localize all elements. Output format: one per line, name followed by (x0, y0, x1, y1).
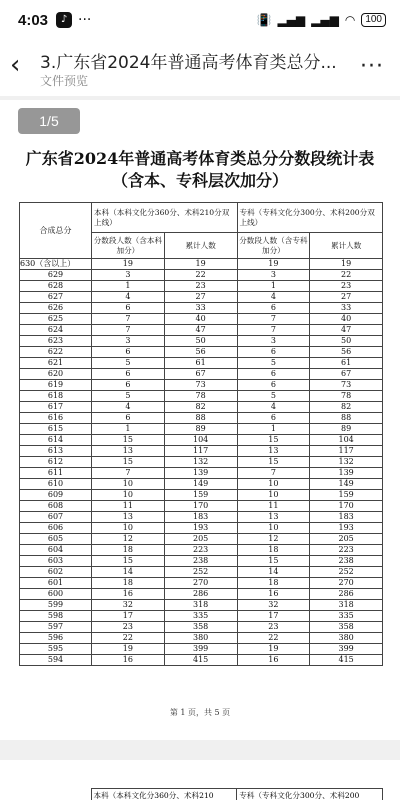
cell-cum-undergrad: 170 (164, 501, 237, 512)
next-header-junior: 专科（专科文化分300分、术科200 (237, 789, 383, 800)
cell-cum-junior: 149 (310, 479, 383, 490)
cell-seg-junior: 10 (237, 490, 310, 501)
cell-total: 612 (20, 457, 92, 468)
cell-seg-undergrad: 23 (92, 622, 165, 633)
cell-total: 628 (20, 281, 92, 292)
document-title-line2: （含本、专科层次加分） (111, 171, 288, 190)
cell-total: 615 (20, 424, 92, 435)
cell-seg-junior: 6 (237, 380, 310, 391)
cell-seg-undergrad: 7 (92, 314, 165, 325)
table-row (20, 424, 383, 435)
table-row (20, 501, 383, 512)
table-row (20, 523, 383, 534)
cell-cum-junior: 286 (310, 589, 383, 600)
table-row (20, 611, 383, 622)
cell-seg-junior: 18 (237, 578, 310, 589)
cell-total: 618 (20, 391, 92, 402)
cell-cum-undergrad: 252 (164, 567, 237, 578)
file-subtitle: 文件预览 (40, 74, 89, 88)
header-total: 合成总分 (20, 203, 92, 259)
cell-cum-junior: 358 (310, 622, 383, 633)
table-body (20, 259, 383, 666)
page-footer: 第 1 页，共 5 页 (169, 708, 231, 717)
cell-total: 598 (20, 611, 92, 622)
cell-seg-junior: 22 (237, 633, 310, 644)
table-row (20, 413, 383, 424)
cell-cum-junior: 159 (310, 490, 383, 501)
cell-cum-junior: 40 (310, 314, 383, 325)
cell-total: 602 (20, 567, 92, 578)
cell-total: 594 (20, 655, 92, 666)
cell-cum-junior: 399 (310, 644, 383, 655)
cell-cum-undergrad: 40 (164, 314, 237, 325)
document-title (0, 148, 400, 192)
table-row (20, 281, 383, 292)
header-junior: 专科（专科文化分300分、术科200分双上线） (237, 203, 383, 233)
cell-cum-junior: 223 (310, 545, 383, 556)
cell-cum-junior: 56 (310, 347, 383, 358)
table-row (20, 303, 383, 314)
cell-cum-undergrad: 33 (164, 303, 237, 314)
cell-total: 608 (20, 501, 92, 512)
cell-cum-undergrad: 183 (164, 512, 237, 523)
cell-seg-undergrad: 32 (92, 600, 165, 611)
cell-seg-junior: 7 (237, 314, 310, 325)
cell-seg-junior: 11 (237, 501, 310, 512)
cell-seg-undergrad: 10 (92, 479, 165, 490)
cell-seg-undergrad: 6 (92, 380, 165, 391)
more-notifications-icon: ··· (78, 12, 92, 28)
cell-cum-undergrad: 132 (164, 457, 237, 468)
cell-total: 611 (20, 468, 92, 479)
cell-cum-junior: 205 (310, 534, 383, 545)
cell-seg-undergrad: 19 (92, 644, 165, 655)
table-row (20, 600, 383, 611)
cell-total: 613 (20, 446, 92, 457)
table-row (20, 534, 383, 545)
cell-seg-undergrad: 15 (92, 457, 165, 468)
cell-cum-junior: 193 (310, 523, 383, 534)
cell-cum-undergrad: 415 (164, 655, 237, 666)
cell-seg-undergrad: 13 (92, 446, 165, 457)
cell-cum-junior: 50 (310, 336, 383, 347)
cell-seg-undergrad: 10 (92, 523, 165, 534)
signal-icon-2: ▂▄▆ (311, 13, 339, 27)
cell-cum-junior: 415 (310, 655, 383, 666)
cell-cum-junior: 61 (310, 358, 383, 369)
cell-seg-undergrad: 1 (92, 281, 165, 292)
cell-cum-undergrad: 27 (164, 292, 237, 303)
cell-cum-junior: 88 (310, 413, 383, 424)
cell-seg-junior: 19 (237, 644, 310, 655)
cell-cum-undergrad: 47 (164, 325, 237, 336)
cell-seg-undergrad: 11 (92, 501, 165, 512)
table-row (20, 380, 383, 391)
cell-cum-undergrad: 238 (164, 556, 237, 567)
cell-total: 607 (20, 512, 92, 523)
cell-seg-junior: 6 (237, 303, 310, 314)
cell-cum-junior: 170 (310, 501, 383, 512)
table-row (20, 369, 383, 380)
cell-seg-undergrad: 4 (92, 292, 165, 303)
cell-total: 620 (20, 369, 92, 380)
cell-seg-undergrad: 7 (92, 468, 165, 479)
cell-cum-junior: 318 (310, 600, 383, 611)
cell-seg-undergrad: 5 (92, 358, 165, 369)
cell-cum-undergrad: 335 (164, 611, 237, 622)
cell-cum-undergrad: 61 (164, 358, 237, 369)
cell-cum-undergrad: 56 (164, 347, 237, 358)
cell-seg-undergrad: 16 (92, 589, 165, 600)
cell-cum-undergrad: 358 (164, 622, 237, 633)
cell-cum-undergrad: 380 (164, 633, 237, 644)
cell-cum-junior: 183 (310, 512, 383, 523)
cell-cum-undergrad: 22 (164, 270, 237, 281)
table-row (20, 468, 383, 479)
cell-seg-junior: 14 (237, 567, 310, 578)
cell-cum-junior: 139 (310, 468, 383, 479)
cell-cum-undergrad: 139 (164, 468, 237, 479)
table-row (20, 578, 383, 589)
signal-icon: ▂▄▆ (277, 13, 306, 27)
cell-total: 596 (20, 633, 92, 644)
cell-cum-undergrad: 89 (164, 424, 237, 435)
cell-total: 622 (20, 347, 92, 358)
cell-cum-undergrad: 117 (164, 446, 237, 457)
cell-cum-undergrad: 23 (164, 281, 237, 292)
cell-seg-undergrad: 15 (92, 435, 165, 446)
cell-total: 603 (20, 556, 92, 567)
cell-cum-junior: 270 (310, 578, 383, 589)
file-title: 3.广东省2024年普通高考体育类总分... (40, 53, 337, 73)
cell-seg-undergrad: 19 (92, 259, 165, 270)
cell-cum-undergrad: 50 (164, 336, 237, 347)
table-row (20, 479, 383, 490)
cell-cum-junior: 252 (310, 567, 383, 578)
cell-total: 623 (20, 336, 92, 347)
cell-seg-undergrad: 18 (92, 545, 165, 556)
cell-seg-undergrad: 13 (92, 512, 165, 523)
cell-seg-undergrad: 4 (92, 402, 165, 413)
cell-cum-undergrad: 73 (164, 380, 237, 391)
table-row (20, 347, 383, 358)
cell-seg-undergrad: 6 (92, 413, 165, 424)
cell-cum-undergrad: 88 (164, 413, 237, 424)
cell-cum-undergrad: 67 (164, 369, 237, 380)
cell-seg-junior: 17 (237, 611, 310, 622)
cell-total: 614 (20, 435, 92, 446)
status-time: 4:03 (18, 11, 49, 29)
cell-cum-junior: 47 (310, 325, 383, 336)
cell-seg-undergrad: 6 (92, 303, 165, 314)
cell-total: 605 (20, 534, 92, 545)
cell-total: 629 (20, 270, 92, 281)
cell-cum-undergrad: 19 (164, 259, 237, 270)
more-options-icon[interactable]: ··· (360, 54, 384, 79)
page-indicator: 1/5 (18, 108, 80, 134)
cell-cum-junior: 132 (310, 457, 383, 468)
cell-cum-undergrad: 223 (164, 545, 237, 556)
cell-seg-junior: 6 (237, 369, 310, 380)
cell-seg-undergrad: 17 (92, 611, 165, 622)
cell-total: 627 (20, 292, 92, 303)
table-row (20, 545, 383, 556)
table-row (20, 402, 383, 413)
cell-seg-junior: 32 (237, 600, 310, 611)
cell-seg-junior: 15 (237, 435, 310, 446)
cell-cum-junior: 117 (310, 446, 383, 457)
cell-seg-undergrad: 12 (92, 534, 165, 545)
cell-cum-junior: 73 (310, 380, 383, 391)
cell-cum-junior: 19 (310, 259, 383, 270)
cell-seg-junior: 19 (237, 259, 310, 270)
cell-seg-undergrad: 1 (92, 424, 165, 435)
cell-total: 626 (20, 303, 92, 314)
cell-cum-undergrad: 193 (164, 523, 237, 534)
cell-total: 601 (20, 578, 92, 589)
table-row (20, 435, 383, 446)
cell-cum-undergrad: 318 (164, 600, 237, 611)
status-bar (0, 0, 400, 40)
cell-cum-undergrad: 149 (164, 479, 237, 490)
header-seg-undergrad: 分数段人数（含本科加分） (92, 233, 165, 259)
cell-seg-junior: 6 (237, 347, 310, 358)
table-row (20, 567, 383, 578)
cell-total: 617 (20, 402, 92, 413)
tiktok-icon: ♪ (56, 12, 72, 28)
table-row (20, 490, 383, 501)
header-undergrad: 本科（本科文化分360分、术科210分双上线） (92, 203, 238, 233)
cell-cum-junior: 67 (310, 369, 383, 380)
document-page[interactable] (0, 100, 400, 740)
cell-seg-undergrad: 3 (92, 336, 165, 347)
cell-seg-junior: 16 (237, 589, 310, 600)
table-row (20, 336, 383, 347)
cell-total: 599 (20, 600, 92, 611)
cell-seg-junior: 4 (237, 402, 310, 413)
table-row (20, 457, 383, 468)
cell-seg-junior: 7 (237, 468, 310, 479)
cell-seg-undergrad: 15 (92, 556, 165, 567)
cell-seg-junior: 3 (237, 336, 310, 347)
cell-total: 609 (20, 490, 92, 501)
cell-seg-junior: 4 (237, 292, 310, 303)
next-page-table (19, 788, 383, 800)
cell-seg-undergrad: 14 (92, 567, 165, 578)
next-header-undergrad: 本科（本科文化分360分、术科210 (91, 789, 237, 800)
cell-seg-undergrad: 6 (92, 347, 165, 358)
cell-seg-junior: 1 (237, 281, 310, 292)
cell-cum-junior: 78 (310, 391, 383, 402)
cell-total: 610 (20, 479, 92, 490)
cell-cum-junior: 89 (310, 424, 383, 435)
table-row (20, 292, 383, 303)
cell-seg-junior: 15 (237, 457, 310, 468)
cell-cum-undergrad: 205 (164, 534, 237, 545)
table-row (20, 446, 383, 457)
cell-cum-junior: 23 (310, 281, 383, 292)
document-title-line1: 广东省2024年普通高考体育类总分分数段统计表 (25, 149, 375, 168)
cell-cum-undergrad: 78 (164, 391, 237, 402)
cell-cum-undergrad: 286 (164, 589, 237, 600)
header-cumulative-undergrad: 累计人数 (164, 233, 237, 259)
cell-seg-undergrad: 18 (92, 578, 165, 589)
cell-cum-junior: 27 (310, 292, 383, 303)
cell-cum-junior: 335 (310, 611, 383, 622)
cell-seg-junior: 13 (237, 446, 310, 457)
cell-cum-junior: 380 (310, 633, 383, 644)
cell-cum-undergrad: 104 (164, 435, 237, 446)
cell-total: 630（含以上） (20, 259, 92, 270)
table-row (20, 622, 383, 633)
table-row (20, 644, 383, 655)
cell-seg-junior: 12 (237, 534, 310, 545)
cell-seg-junior: 7 (237, 325, 310, 336)
app-bar (0, 40, 400, 96)
cell-seg-undergrad: 7 (92, 325, 165, 336)
cell-total: 595 (20, 644, 92, 655)
back-arrow-icon[interactable]: ‹ (10, 50, 21, 80)
header-seg-junior: 分数段人数（含专科加分） (237, 233, 310, 259)
cell-cum-junior: 33 (310, 303, 383, 314)
cell-total: 597 (20, 622, 92, 633)
battery-icon: 100 (361, 13, 386, 27)
table-row (20, 633, 383, 644)
cell-seg-junior: 3 (237, 270, 310, 281)
cell-seg-junior: 5 (237, 358, 310, 369)
cell-seg-undergrad: 16 (92, 655, 165, 666)
table-row (20, 391, 383, 402)
cell-cum-undergrad: 270 (164, 578, 237, 589)
table-row (20, 270, 383, 281)
cell-total: 624 (20, 325, 92, 336)
cell-cum-undergrad: 399 (164, 644, 237, 655)
cell-seg-junior: 15 (237, 556, 310, 567)
table-row (20, 358, 383, 369)
cell-total: 621 (20, 358, 92, 369)
cell-seg-junior: 5 (237, 391, 310, 402)
cell-seg-junior: 10 (237, 479, 310, 490)
cell-total: 625 (20, 314, 92, 325)
cell-seg-junior: 1 (237, 424, 310, 435)
header-cumulative-junior: 累计人数 (310, 233, 383, 259)
table-row (20, 589, 383, 600)
cell-cum-junior: 82 (310, 402, 383, 413)
cell-seg-undergrad: 22 (92, 633, 165, 644)
cell-total: 600 (20, 589, 92, 600)
cell-total: 619 (20, 380, 92, 391)
cell-seg-undergrad: 6 (92, 369, 165, 380)
cell-cum-undergrad: 82 (164, 402, 237, 413)
cell-total: 604 (20, 545, 92, 556)
cell-seg-junior: 6 (237, 413, 310, 424)
cell-seg-junior: 13 (237, 512, 310, 523)
cell-cum-junior: 22 (310, 270, 383, 281)
table-row (20, 512, 383, 523)
table-row (20, 655, 383, 666)
table-row (20, 314, 383, 325)
cell-total: 616 (20, 413, 92, 424)
cell-cum-undergrad: 159 (164, 490, 237, 501)
vibrate-icon: 📳 (256, 13, 272, 27)
document-page-2[interactable] (0, 760, 400, 800)
cell-cum-junior: 238 (310, 556, 383, 567)
cell-seg-junior: 10 (237, 523, 310, 534)
table-row (20, 325, 383, 336)
cell-seg-undergrad: 5 (92, 391, 165, 402)
wifi-icon: ◠ (344, 13, 356, 27)
cell-cum-junior: 104 (310, 435, 383, 446)
cell-seg-junior: 18 (237, 545, 310, 556)
cell-seg-undergrad: 10 (92, 490, 165, 501)
table-row (20, 556, 383, 567)
cell-seg-junior: 23 (237, 622, 310, 633)
cell-seg-undergrad: 3 (92, 270, 165, 281)
cell-total: 606 (20, 523, 92, 534)
cell-seg-junior: 16 (237, 655, 310, 666)
table-row (20, 259, 383, 270)
score-table (19, 202, 383, 666)
